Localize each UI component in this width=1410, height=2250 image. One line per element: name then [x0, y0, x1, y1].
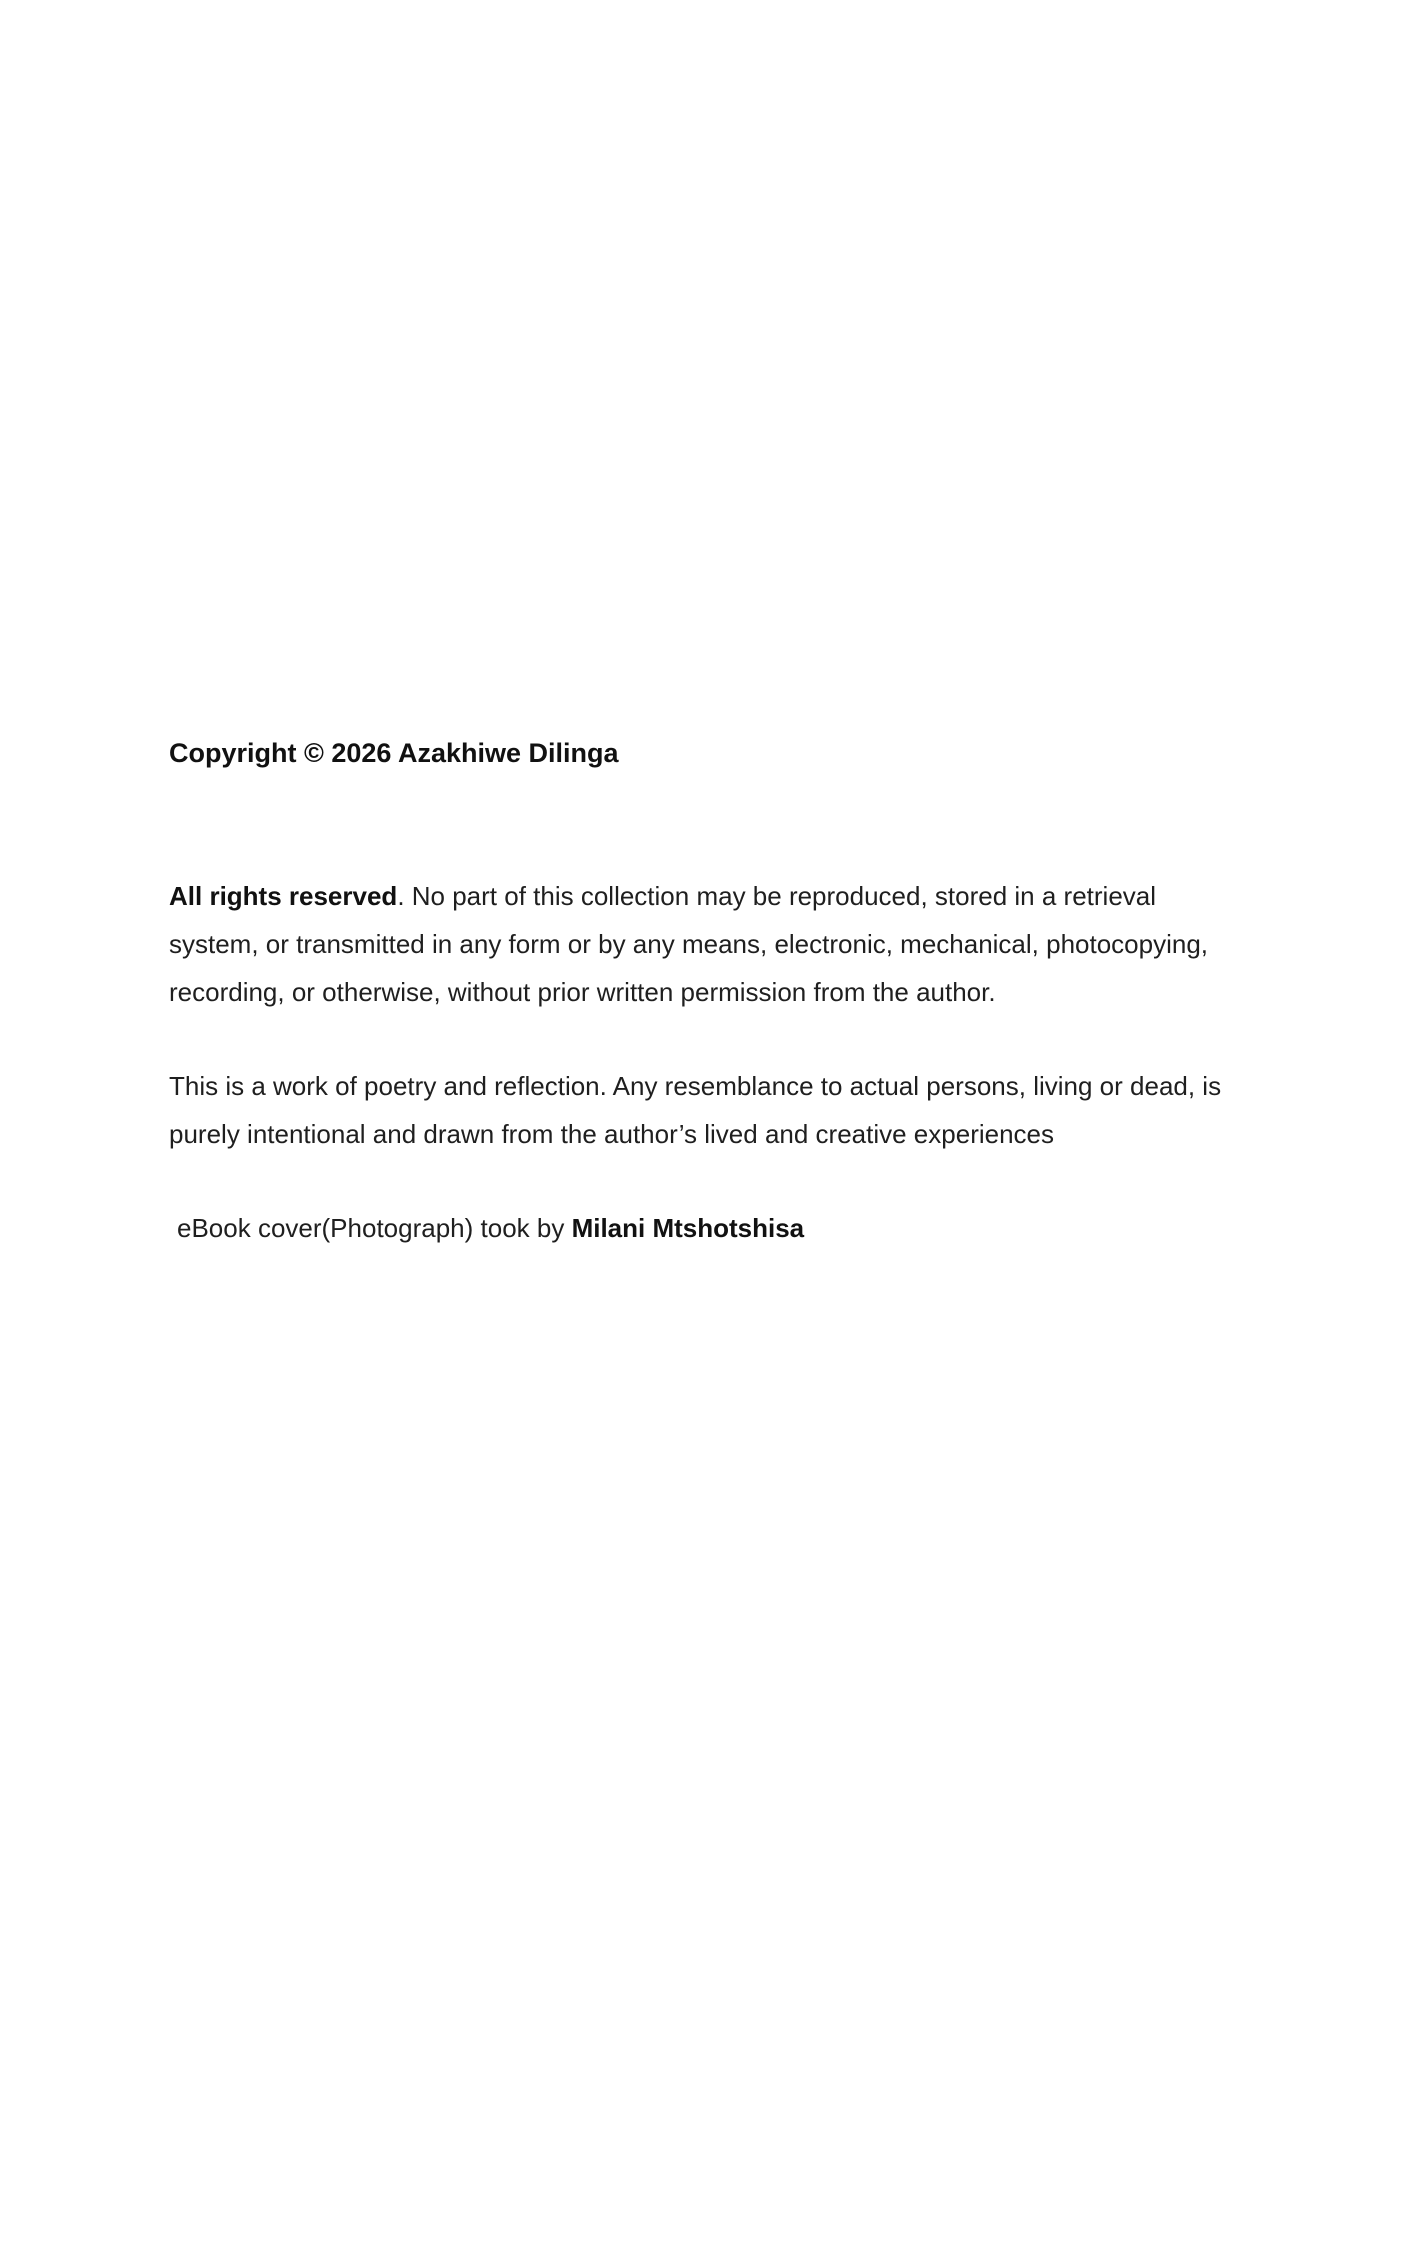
- cover-credit-name: Milani Mtshotshisa: [571, 1213, 805, 1243]
- copyright-notice: Copyright © 2026 Azakhiwe Dilinga: [169, 738, 619, 768]
- copyright-block: [169, 732, 1249, 1252]
- disclaimer-paragraph: This is a work of poetry and reflection. Any resemblance to actual persons, living or dead, is purely intentional and drawn from the author’s lived and creative experiences: [169, 1071, 1222, 1149]
- rights-paragraph: [169, 872, 1249, 1016]
- rights-body: . No part of this collection may be reproduced, stored in a retrieval system, or transmitted in any form or by any means, electronic, mechanical, photocopying, recording, or otherwise, without prior written permission from the author.: [169, 881, 1209, 1007]
- cover-credit: [169, 1204, 1249, 1252]
- cover-credit-prefix: eBook cover(Photograph) took by: [177, 1213, 572, 1243]
- rights-lead: All rights reserved: [169, 881, 398, 911]
